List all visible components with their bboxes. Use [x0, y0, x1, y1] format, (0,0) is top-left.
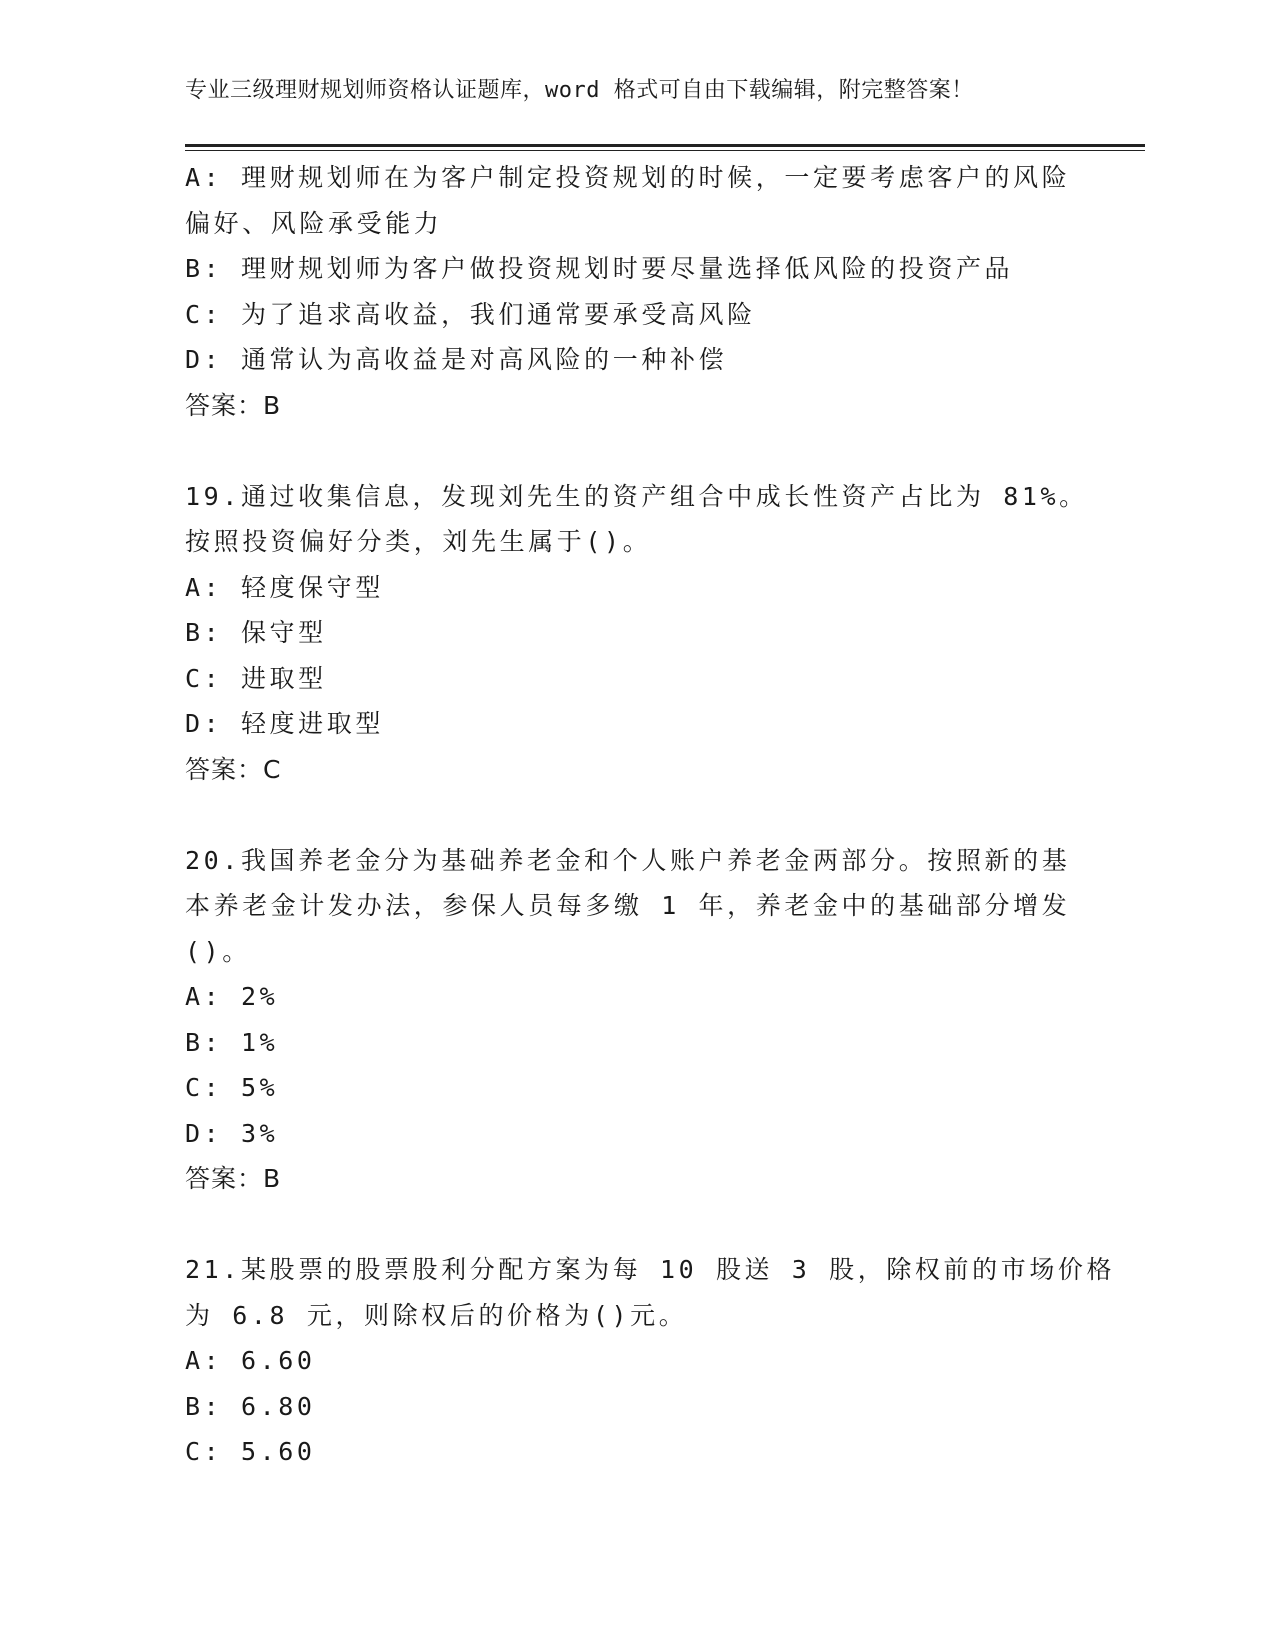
question-block-18-tail — [185, 155, 1085, 428]
block-spacer — [185, 428, 1085, 474]
option-line: A: 轻度保守型 — [185, 572, 384, 602]
header-rule-thick — [185, 144, 1145, 147]
option-line: C: 5% — [185, 1073, 279, 1102]
question-block-19 — [185, 474, 1088, 793]
answer-line: 答案：C — [185, 754, 282, 784]
question-text-line: 本养老金计发办法，参保人员每多缴 1 年，养老金中的基础部分增发 — [185, 891, 1071, 920]
option-line: A: 2% — [185, 982, 279, 1011]
option-line: A: 理财规划师在为客户制定投资规划的时候，一定要考虑客户的风险 — [185, 163, 1071, 192]
option-line: C: 为了追求高收益，我们通常要承受高风险 — [185, 299, 756, 329]
option-line: B: 6.80 — [185, 1391, 316, 1421]
question-text-line: 按照投资偏好分类，刘先生属于()。 — [185, 527, 652, 556]
question-text-line: 20.我国养老金分为基础养老金和个人账户养老金两部分。按照新的基 — [185, 845, 1071, 875]
question-block-21 — [185, 1247, 1116, 1475]
page-header: 专业三级理财规划师资格认证题库，word 格式可自由下载编辑，附完整答案！ — [185, 78, 974, 103]
header-rule-thin — [185, 150, 1145, 151]
option-line: C: 5.60 — [185, 1437, 316, 1466]
question-block-20 — [185, 838, 1085, 1202]
option-line: D: 通常认为高收益是对高风险的一种补偿 — [185, 345, 728, 374]
option-line: B: 理财规划师为客户做投资规划时要尽量选择低风险的投资产品 — [185, 254, 1014, 283]
answer-line: 答案：B — [185, 1164, 282, 1193]
answer-line: 答案：B — [185, 390, 282, 420]
option-line: D: 轻度进取型 — [185, 709, 384, 738]
question-text-line: 为 6.8 元，则除权后的价格为()元。 — [185, 1300, 688, 1330]
question-text-line: 19.通过收集信息，发现刘先生的资产组合中成长性资产占比为 81%。 — [185, 481, 1088, 511]
question-text-line: ()。 — [185, 936, 251, 966]
option-line: 偏好、风险承受能力 — [185, 208, 443, 238]
option-line: A: 6.60 — [185, 1346, 316, 1375]
block-spacer — [185, 1202, 1085, 1248]
block-spacer — [185, 792, 1085, 838]
question-text-line: 21.某股票的股票股利分配方案为每 10 股送 3 股，除权前的市场价格 — [185, 1255, 1116, 1284]
option-line: D: 3% — [185, 1118, 279, 1148]
option-line: B: 保守型 — [185, 618, 327, 647]
option-line: B: 1% — [185, 1027, 279, 1057]
option-line: C: 进取型 — [185, 663, 327, 693]
question-list — [185, 155, 1116, 1475]
